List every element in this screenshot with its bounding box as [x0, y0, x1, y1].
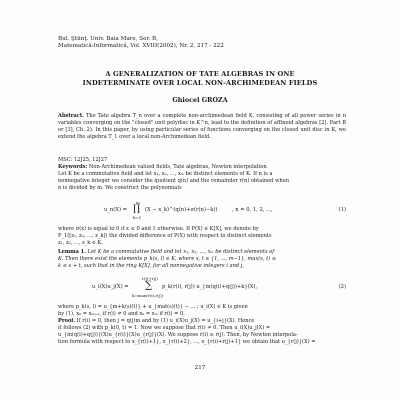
formula-1-product: ∏	[133, 204, 141, 214]
proof-line3: u_{m(q(i)+q(j))}(X)u_{r(i)}(X)u_{r(j)}(X). We suppose r(i) ≥ r(j). Then, by Newton interpola-	[58, 332, 298, 338]
formula-2-sum: ∑	[145, 280, 153, 291]
page-number: 217	[194, 365, 206, 371]
abstract	[58, 113, 346, 141]
intro-line1: Let K be a commutative field and let x₁, x₂, ..., xₘ be distinct elements of K. If n is a	[58, 171, 273, 177]
formula-2-upper: r(i)+r(j)	[142, 276, 158, 281]
intro-line2: nonnegative integer we consider the quotient q(n) and the remainder r(n) obtained when	[58, 178, 289, 184]
abstract-text: The Tate algebra T_n over a complete non-archimedean field K, consisting of all power series in n variables converging on the "closed" unit polydisc in K^n, lead to the definition of affinoid algebras [2]. Part B or [3], Ch. 2). In this paper, by using particular series of functions converging on the closed unit disc in K, we extend the algebra T_1 over a local non-Archimedean field.	[58, 113, 346, 141]
formula-1-upper: m	[136, 200, 140, 205]
msc-codes: MSC: 12J25, 12J27	[58, 157, 108, 163]
after2-line1: where p_k(s, l) = u_{m+k(s)(t)} + u_{mat(s)(t)} − ... ; u_i(X) ∈ K is given	[58, 304, 248, 310]
proof-label: Proof.	[58, 318, 76, 324]
formula-1-lower: k=1	[133, 215, 142, 220]
formula-1-number: (1)	[338, 207, 346, 213]
formula-1-condition: , n = 0, 1, 2, ...,	[232, 207, 273, 213]
formula-2-lhs: u_i(X)u_j(X) =	[92, 284, 129, 290]
abstract-label: Abstract.	[58, 113, 84, 119]
proof-text-line1: If r(i) = 0, then j = q(j)m and by (1) u_i(X)u_j(X) = u_{i+j}(X). Hence	[76, 318, 255, 324]
after1-line1: where σ(x) is equal to 0 if x ≤ 0 and 1 otherwise. If P(X) ∈ K[X], we denote by	[58, 226, 259, 232]
formula-2-lower: k=max(r(i),r(j))	[132, 293, 164, 298]
formula-2-number: (2)	[338, 284, 346, 290]
paper-title-line1: A GENERALIZATION OF TATE ALGEBRAS IN ONE	[105, 70, 295, 78]
author-name: Ghiocel GROZA	[172, 96, 228, 104]
paper-title-line2: INDETERMINATE OVER LOCAL NON-ARCHIMEDEAN FIELDS	[82, 79, 318, 87]
lemma-line3: k ≤ s + t, such that in the ring K[X], for all nonnegative integers i and j,	[58, 263, 244, 269]
journal-header-line1: Bul. Ştiinţ. Univ. Baia Mare, Ser. B,	[58, 36, 158, 42]
keywords-text: Non-Archimedean valued fields, Tate algebras, Newton interpolation	[88, 164, 267, 170]
formula-1-body: (X − x_k)^(q(n)+σ(r(n)−k))	[145, 207, 218, 213]
lemma-label: Lemma 1.	[58, 249, 86, 255]
after1-line3: z₁, z₂, ..., z_k ∈ K.	[58, 240, 103, 246]
after1-line2: P_1([z₁, z₂, ..., z_k]) the divided difference of P(X) with respect to distinct elements	[58, 233, 272, 239]
after2-line2: by (1), x₀ = xₘ₊₁, if r(i) ≠ 0 and x₀ = xₘ if r(i) = 0.	[58, 311, 185, 317]
proof-line2: it follows (2) with p_k(0, t) = 1. Now we suppose that r(i) ≠ 0. Then u_i(X)u_j(X) =	[58, 325, 271, 331]
intro-line3: n is divided by m. We construct the polynomials	[58, 185, 182, 191]
journal-header-line2: Matematică-Informatică, Vol. XVIII(2002), Nr. 2, 217 - 222	[58, 43, 224, 49]
formula-2-body: p_k(r(i), r(j)) u_{m(q(i)+q(j))+k}(X),	[162, 284, 258, 290]
proof-line4: tion formula with respect to x_{r(i)+1}, x_{r(i)+2}, ..., x_{r(i)+r(j)+1} we obtain that u_{r(j)}(X) =	[58, 339, 316, 345]
keywords-label: Keywords:	[58, 164, 88, 170]
formula-1-lhs: u_n(X) =	[104, 207, 128, 213]
lemma-text-line1: Let K be a commutative field and let x₁, x₂, ..., xₘ be distinct elements of	[87, 249, 275, 255]
lemma-line2: K. Then there exist the elements p_k(s, l) ∈ K, where s, t ∈ {1, ..., m−1}, max(s, t) ≤	[58, 256, 277, 262]
